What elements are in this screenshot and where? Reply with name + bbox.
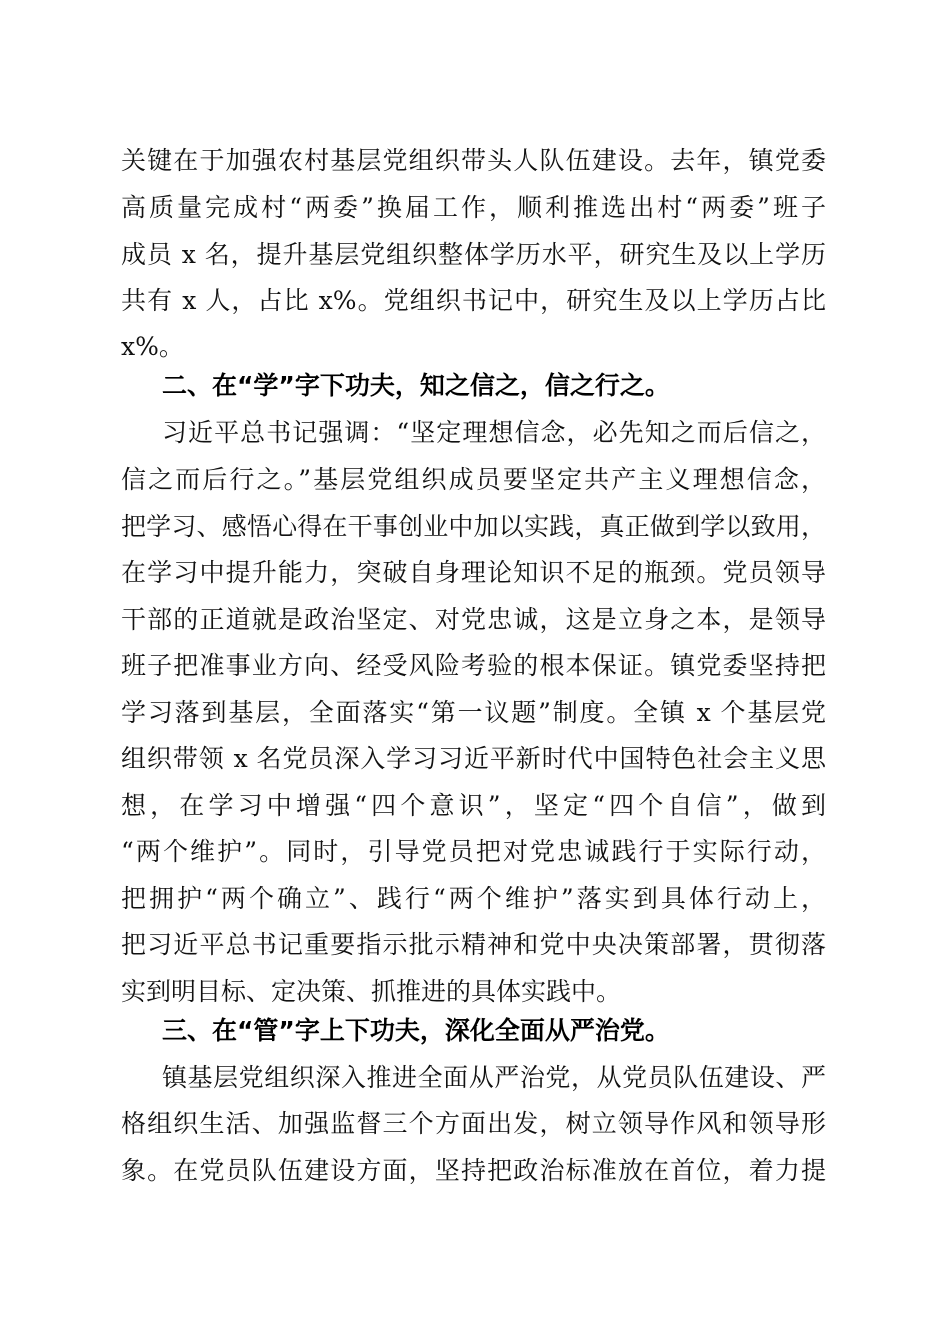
paragraph-2-line-7: 学习落到基层，全面落实“第一议题”制度。全镇 x 个基层党	[121, 698, 826, 727]
paragraph-2-line-4: 在学习中提升能力，突破自身理论知识不足的瓶颈。党员领导	[121, 558, 826, 587]
section-heading-3: 三、在“管”字上下功夫，深化全面从严治党。	[162, 1016, 670, 1045]
paragraph-2-line-9: 想，在学习中增强“四个意识”，坚定“四个自信”，做到	[121, 791, 827, 820]
paragraph-2-line-8: 组织带领 x 名党员深入学习习近平新时代中国特色社会主义思	[121, 744, 826, 773]
paragraph-2-line-11: 把拥护“两个确立”、践行“两个维护”落实到具体行动上，	[121, 884, 826, 913]
paragraph-1-line-4: 共有 x 人，占比 x%。党组织书记中，研究生及以上学历占比	[121, 286, 826, 315]
paragraph-3-line-1: 镇基层党组织深入推进全面从严治党，从党员队伍建设、严	[162, 1063, 826, 1092]
paragraph-2-line-10: “两个维护”。同时，引导党员把对党忠诚践行于实际行动，	[121, 837, 826, 866]
paragraph-1-line-2: 高质量完成村“两委”换届工作，顺利推选出村“两委”班子	[121, 193, 826, 222]
paragraph-2-line-6: 班子把准事业方向、经受风险考验的根本保证。镇党委坚持把	[121, 651, 826, 680]
paragraph-3-line-3: 象。在党员队伍建设方面，坚持把政治标准放在首位，着力提	[121, 1156, 826, 1185]
paragraph-2-line-5: 干部的正道就是政治坚定、对党忠诚，这是立身之本，是领导	[121, 605, 826, 634]
paragraph-3-line-2: 格组织生活、加强监督三个方面出发，树立领导作风和领导形	[121, 1109, 826, 1138]
paragraph-2-line-12: 把习近平总书记重要指示批示精神和党中央决策部署，贯彻落	[121, 930, 826, 959]
paragraph-1-line-3: 成员 x 名，提升基层党组织整体学历水平，研究生及以上学历	[121, 240, 826, 269]
paragraph-2-line-2: 信之而后行之。”基层党组织成员要坚定共产主义理想信念，	[121, 465, 826, 494]
paragraph-1-line-1: 关键在于加强农村基层党组织带头人队伍建设。去年，镇党委	[121, 146, 826, 175]
paragraph-2-line-1: 习近平总书记强调：“坚定理想信念，必先知之而后信之，	[162, 418, 826, 447]
paragraph-1-line-5: x%。	[121, 332, 184, 361]
paragraph-2-line-3: 把学习、感悟心得在干事创业中加以实践，真正做到学以致用，	[121, 512, 826, 541]
section-heading-2: 二、在“学”字下功夫，知之信之，信之行之。	[162, 371, 670, 400]
paragraph-2-line-13: 实到明目标、定决策、抓推进的具体实践中。	[121, 977, 622, 1006]
